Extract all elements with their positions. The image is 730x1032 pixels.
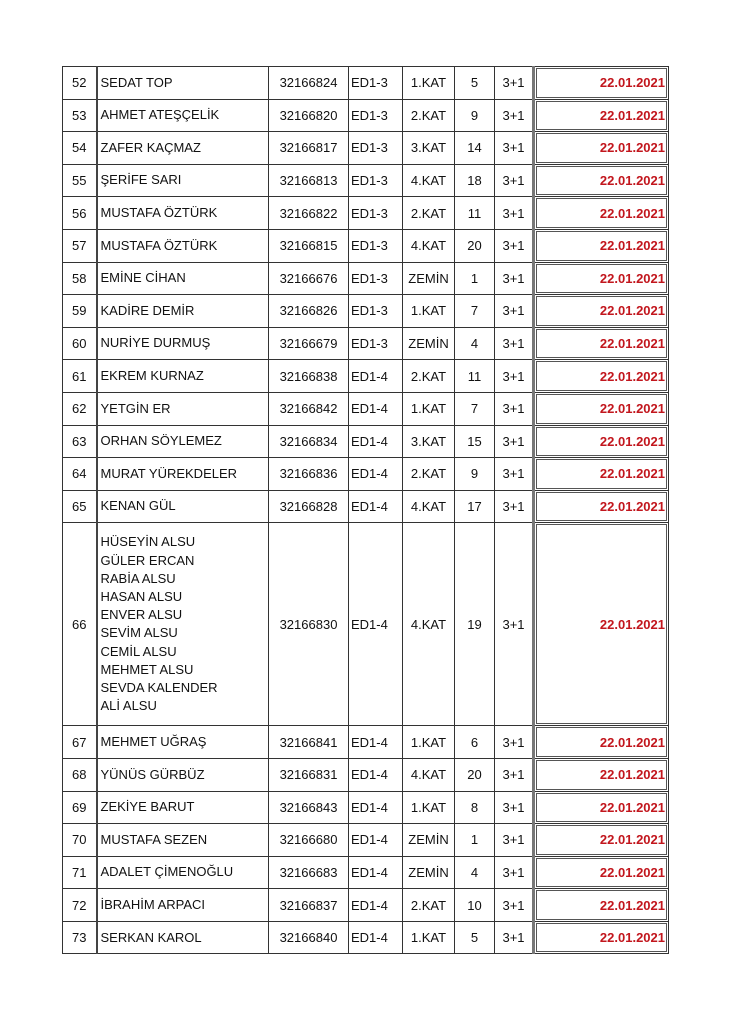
room-type-cell: 3+1 [495,360,534,393]
row-number-cell: 62 [63,392,97,425]
owner-name: CEMİL ALSU [100,643,177,659]
block-cell: ED1-4 [349,758,403,791]
record-id-cell: 32166822 [269,197,349,230]
owner-name: MEHMET UĞRAŞ [100,734,207,749]
apartment-number-cell: 19 [455,523,495,726]
record-id-cell: 32166841 [269,726,349,759]
row-number-cell: 59 [63,295,97,328]
floor-cell: ZEMİN [403,856,455,889]
table-row [63,490,669,523]
owner-names-cell [97,99,269,132]
floor-cell: 2.KAT [403,458,455,491]
table-row [63,758,669,791]
record-id-cell: 32166831 [269,758,349,791]
owner-name: GÜLER ERCAN [100,552,195,568]
date-cell: 22.01.2021 [534,392,669,425]
room-type-cell: 3+1 [495,889,534,922]
apartment-number-cell: 8 [455,791,495,824]
date-cell: 22.01.2021 [534,99,669,132]
row-number-cell: 64 [63,458,97,491]
floor-cell: 2.KAT [403,889,455,922]
table-row [63,856,669,889]
block-cell: ED1-3 [349,67,403,100]
apartment-number-cell: 1 [455,262,495,295]
record-id-cell: 32166815 [269,229,349,262]
row-number-cell: 53 [63,99,97,132]
owner-names-cell [97,229,269,262]
apartment-number-cell: 7 [455,295,495,328]
apartment-number-cell: 11 [455,197,495,230]
allocation-table [62,66,669,954]
owner-names-cell [97,327,269,360]
row-number-cell: 58 [63,262,97,295]
floor-cell: 1.KAT [403,726,455,759]
owner-names-cell [97,856,269,889]
record-id-cell: 32166679 [269,327,349,360]
apartment-number-cell: 11 [455,360,495,393]
date-cell: 22.01.2021 [534,67,669,100]
apartment-number-cell: 14 [455,132,495,165]
date-cell: 22.01.2021 [534,726,669,759]
apartment-number-cell: 1 [455,824,495,857]
owner-name: ENVER ALSU [100,607,183,623]
row-number-cell: 69 [63,791,97,824]
table-row [63,262,669,295]
record-id-cell: 32166842 [269,392,349,425]
room-type-cell: 3+1 [495,791,534,824]
block-cell: ED1-4 [349,856,403,889]
room-type-cell: 3+1 [495,523,534,726]
owner-names-cell [97,490,269,523]
floor-cell: 2.KAT [403,197,455,230]
owner-names-cell [97,921,269,954]
apartment-number-cell: 9 [455,458,495,491]
row-number-cell: 65 [63,490,97,523]
room-type-cell: 3+1 [495,229,534,262]
date-cell: 22.01.2021 [534,889,669,922]
record-id-cell: 32166813 [269,164,349,197]
owner-names-cell [97,360,269,393]
date-cell: 22.01.2021 [534,327,669,360]
date-cell: 22.01.2021 [534,523,669,726]
owner-name: KADİRE DEMİR [100,302,195,318]
owner-name: SEVİM ALSU [100,625,178,641]
owner-name: ZAFER KAÇMAZ [100,139,201,155]
row-number-cell: 57 [63,229,97,262]
row-number-cell: 60 [63,327,97,360]
owner-names-cell [97,132,269,165]
table-row [63,132,669,165]
owner-name: ALİ ALSU [100,698,157,714]
table-row [63,360,669,393]
owner-names-cell [97,67,269,100]
row-number-cell: 52 [63,67,97,100]
room-type-cell: 3+1 [495,67,534,100]
room-type-cell: 3+1 [495,856,534,889]
block-cell: ED1-3 [349,99,403,132]
block-cell: ED1-4 [349,392,403,425]
owner-names-cell [97,425,269,458]
owner-names-cell [97,791,269,824]
owner-name: MUSTAFA ÖZTÜRK [100,237,218,253]
floor-cell: 4.KAT [403,758,455,791]
floor-cell: 1.KAT [403,921,455,954]
owner-names-cell [97,824,269,857]
apartment-number-cell: 17 [455,490,495,523]
floor-cell: 1.KAT [403,791,455,824]
owner-name: RABİA ALSU [100,570,176,586]
room-type-cell: 3+1 [495,921,534,954]
owner-names-cell [97,262,269,295]
room-type-cell: 3+1 [495,164,534,197]
owner-name: YÜNÜS GÜRBÜZ [100,766,205,782]
owner-names-cell [97,392,269,425]
apartment-number-cell: 9 [455,99,495,132]
record-id-cell: 32166836 [269,458,349,491]
record-id-cell: 32166834 [269,425,349,458]
apartment-number-cell: 5 [455,921,495,954]
block-cell: ED1-4 [349,921,403,954]
owner-name: ADALET ÇİMENOĞLU [100,864,234,880]
room-type-cell: 3+1 [495,327,534,360]
record-id-cell: 32166826 [269,295,349,328]
owner-name: ORHAN SÖYLEMEZ [100,433,222,449]
row-number-cell: 54 [63,132,97,165]
floor-cell: 4.KAT [403,164,455,197]
record-id-cell: 32166840 [269,921,349,954]
floor-cell: 3.KAT [403,425,455,458]
date-cell: 22.01.2021 [534,425,669,458]
floor-cell: ZEMİN [403,824,455,857]
owner-names-cell [97,295,269,328]
owner-names-cell [97,523,269,726]
block-cell: ED1-3 [349,295,403,328]
block-cell: ED1-4 [349,458,403,491]
room-type-cell: 3+1 [495,425,534,458]
table-row [63,197,669,230]
owner-names-cell [97,889,269,922]
owner-name: MUSTAFA ÖZTÜRK [100,205,218,221]
room-type-cell: 3+1 [495,132,534,165]
apartment-number-cell: 15 [455,425,495,458]
row-number-cell: 61 [63,360,97,393]
date-cell: 22.01.2021 [534,229,669,262]
owner-name: HASAN ALSU [100,588,183,604]
block-cell: ED1-4 [349,490,403,523]
owner-name: MURAT YÜREKDELER [100,465,238,481]
floor-cell: 1.KAT [403,392,455,425]
room-type-cell: 3+1 [495,490,534,523]
apartment-number-cell: 20 [455,229,495,262]
apartment-number-cell: 18 [455,164,495,197]
table-row [63,726,669,759]
record-id-cell: 32166820 [269,99,349,132]
owner-name: SERKAN KAROL [100,929,202,945]
table-row [63,327,669,360]
table-row [63,295,669,328]
record-id-cell: 32166828 [269,490,349,523]
block-cell: ED1-4 [349,889,403,922]
block-cell: ED1-4 [349,360,403,393]
row-number-cell: 73 [63,921,97,954]
date-cell: 22.01.2021 [534,360,669,393]
owner-name: ŞERİFE SARI [100,172,182,188]
block-cell: ED1-4 [349,824,403,857]
apartment-number-cell: 10 [455,889,495,922]
floor-cell: 4.KAT [403,523,455,726]
record-id-cell: 32166838 [269,360,349,393]
apartment-number-cell: 20 [455,758,495,791]
table-row [63,99,669,132]
room-type-cell: 3+1 [495,99,534,132]
date-cell: 22.01.2021 [534,164,669,197]
record-id-cell: 32166683 [269,856,349,889]
record-id-cell: 32166830 [269,523,349,726]
table-row [63,425,669,458]
date-cell: 22.01.2021 [534,132,669,165]
floor-cell: 3.KAT [403,132,455,165]
apartment-number-cell: 5 [455,67,495,100]
block-cell: ED1-4 [349,726,403,759]
row-number-cell: 63 [63,425,97,458]
date-cell: 22.01.2021 [534,856,669,889]
table-row [63,458,669,491]
room-type-cell: 3+1 [495,197,534,230]
floor-cell: ZEMİN [403,262,455,295]
table-row [63,889,669,922]
owner-name: EKREM KURNAZ [100,368,204,384]
date-cell: 22.01.2021 [534,791,669,824]
row-number-cell: 55 [63,164,97,197]
floor-cell: 2.KAT [403,99,455,132]
owner-name: EMİNE CİHAN [100,270,186,286]
row-number-cell: 66 [63,523,97,726]
owner-name: YETGİN ER [100,400,171,416]
block-cell: ED1-4 [349,791,403,824]
floor-cell: ZEMİN [403,327,455,360]
table-body [63,67,669,954]
block-cell: ED1-3 [349,262,403,295]
block-cell: ED1-3 [349,132,403,165]
floor-cell: 4.KAT [403,229,455,262]
block-cell: ED1-3 [349,229,403,262]
date-cell: 22.01.2021 [534,490,669,523]
record-id-cell: 32166676 [269,262,349,295]
table-row [63,523,669,726]
room-type-cell: 3+1 [495,295,534,328]
table-row [63,791,669,824]
room-type-cell: 3+1 [495,392,534,425]
block-cell: ED1-3 [349,327,403,360]
room-type-cell: 3+1 [495,758,534,791]
apartment-number-cell: 7 [455,392,495,425]
record-id-cell: 32166843 [269,791,349,824]
owner-name: MUSTAFA SEZEN [100,831,208,847]
date-cell: 22.01.2021 [534,295,669,328]
owner-name: ZEKİYE BARUT [100,799,195,815]
record-id-cell: 32166817 [269,132,349,165]
record-id-cell: 32166824 [269,67,349,100]
date-cell: 22.01.2021 [534,458,669,491]
row-number-cell: 68 [63,758,97,791]
table-row [63,392,669,425]
floor-cell: 2.KAT [403,360,455,393]
room-type-cell: 3+1 [495,262,534,295]
date-cell: 22.01.2021 [534,824,669,857]
row-number-cell: 72 [63,889,97,922]
apartment-number-cell: 4 [455,327,495,360]
table-row [63,229,669,262]
record-id-cell: 32166837 [269,889,349,922]
table-row [63,921,669,954]
apartment-number-cell: 4 [455,856,495,889]
owner-name: SEDAT TOP [100,74,173,90]
owner-names-cell [97,197,269,230]
owner-name: KENAN GÜL [100,498,176,514]
owner-name: HÜSEYİN ALSU [100,534,196,550]
block-cell: ED1-4 [349,523,403,726]
block-cell: ED1-3 [349,164,403,197]
floor-cell: 1.KAT [403,295,455,328]
room-type-cell: 3+1 [495,458,534,491]
owner-name: NURİYE DURMUŞ [100,335,211,351]
owner-names-cell [97,458,269,491]
room-type-cell: 3+1 [495,726,534,759]
floor-cell: 4.KAT [403,490,455,523]
block-cell: ED1-3 [349,197,403,230]
block-cell: ED1-4 [349,425,403,458]
table-row [63,824,669,857]
date-cell: 22.01.2021 [534,197,669,230]
owner-names-cell [97,164,269,197]
owner-name: SEVDA KALENDER [100,679,218,695]
date-cell: 22.01.2021 [534,262,669,295]
table-row [63,164,669,197]
apartment-number-cell: 6 [455,726,495,759]
table-row [63,67,669,100]
room-type-cell: 3+1 [495,824,534,857]
owner-name: MEHMET ALSU [100,661,194,677]
row-number-cell: 70 [63,824,97,857]
date-cell: 22.01.2021 [534,921,669,954]
record-id-cell: 32166680 [269,824,349,857]
owner-name: AHMET ATEŞÇELİK [100,107,220,123]
owner-names-cell [97,758,269,791]
row-number-cell: 71 [63,856,97,889]
owner-name: İBRAHİM ARPACI [100,896,206,912]
owner-names-cell [97,726,269,759]
date-cell: 22.01.2021 [534,758,669,791]
row-number-cell: 67 [63,726,97,759]
floor-cell: 1.KAT [403,67,455,100]
row-number-cell: 56 [63,197,97,230]
